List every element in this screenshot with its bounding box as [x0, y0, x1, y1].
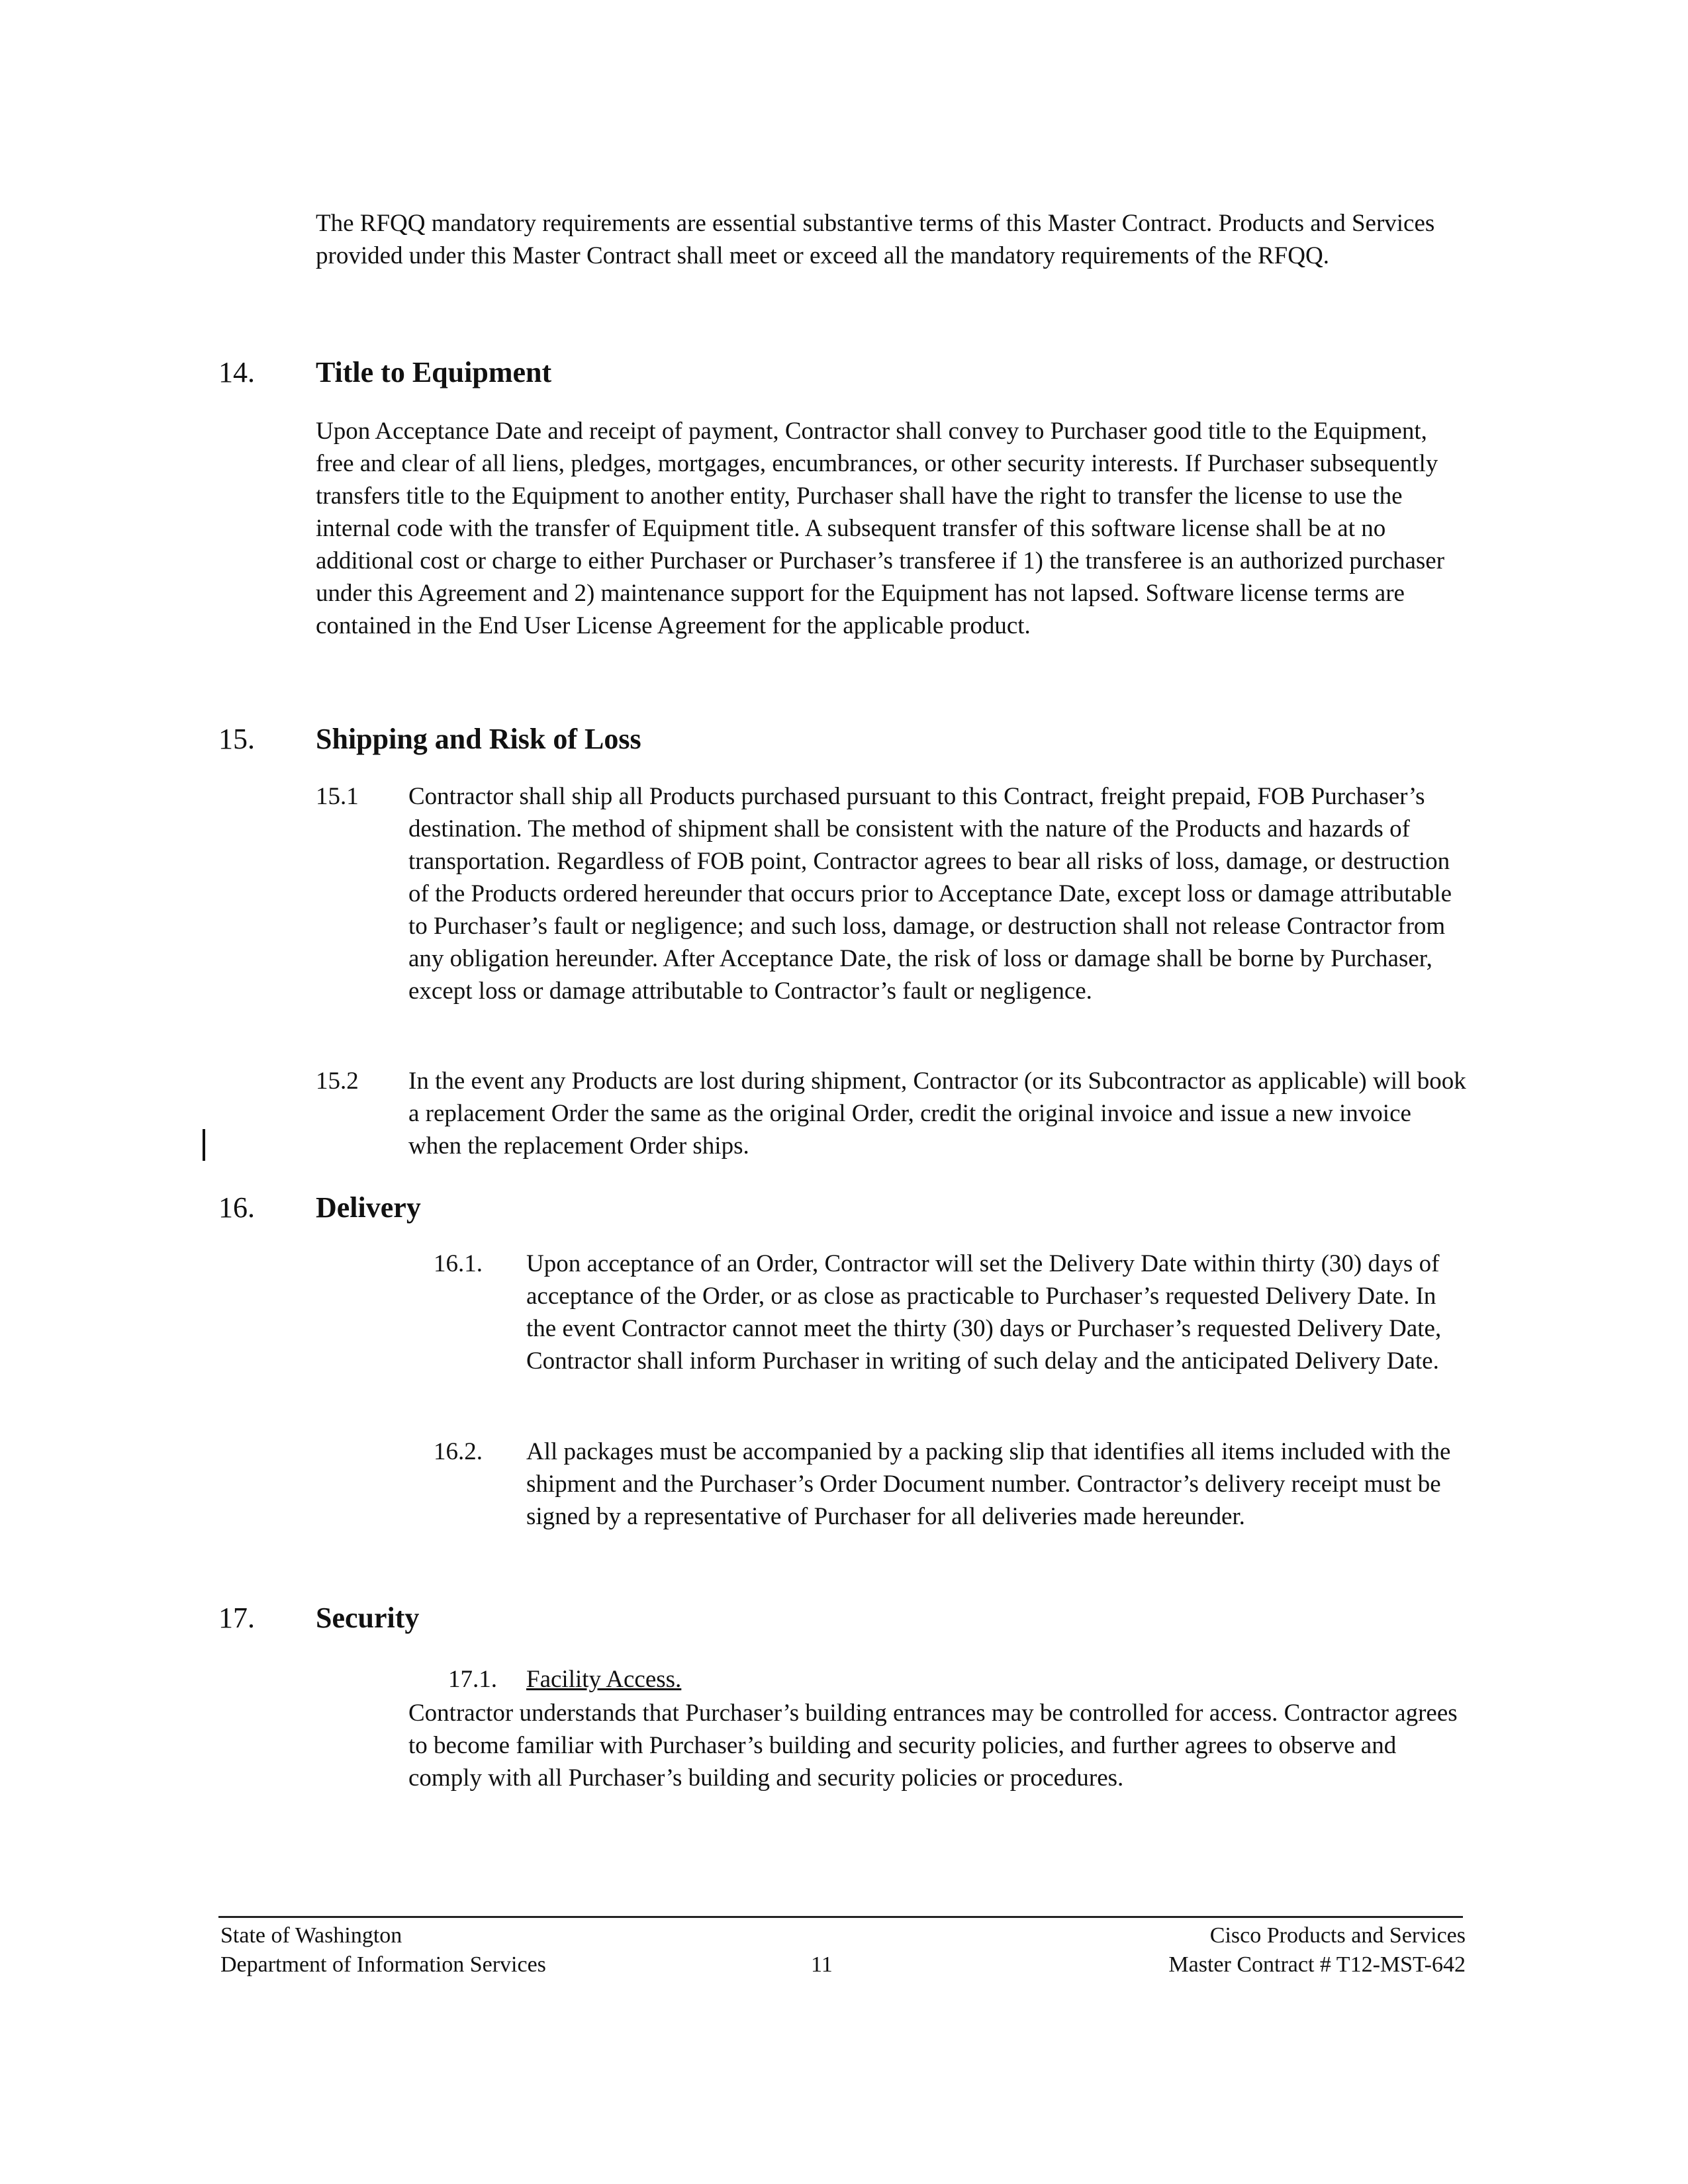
- section-15-title: Shipping and Risk of Loss: [316, 723, 641, 755]
- intro-paragraph: The RFQQ mandatory requirements are essential substantive terms of this Master Contract. Products and Services provided under this Master Contract shall meet or exceed all the mandatory requirements of the RFQQ.: [316, 210, 1435, 269]
- item-16-1-number: 16.1.: [434, 1250, 483, 1277]
- section-14-number: 14.: [218, 356, 255, 388]
- footer-left-line2: Department of Information Services: [220, 1952, 546, 1977]
- section-17-number: 17.: [218, 1602, 255, 1634]
- item-17-1-heading: Facility Access.: [526, 1666, 682, 1693]
- section-17-body: Contractor understands that Purchaser’s building entrances may be controlled for access. Contractor agrees to become familiar with Purchaser’s building and security policies, and further agrees to observe and comply with all Purchaser’s building and security policies or procedures.: [408, 1700, 1458, 1792]
- footer-right-line2: Master Contract # T12-MST-642: [1168, 1952, 1466, 1977]
- item-15-1-text: Contractor shall ship all Products purchased pursuant to this Contract, freight prepaid, FOB Purchaser’s destination. The method of shipment shall be consistent with the nature of the Products and hazards of transportation. Regardless of FOB point, Contractor agrees to bear all risks of loss, damage, or destruction of the Products ordered hereunder that occurs prior to Acceptance Date, except loss or damage attributable to Purchaser’s fault or negligence; and such loss, damage, or destruction shall not release Contractor from any obligation hereunder. After Acceptance Date, the risk of loss or damage shall be borne by Purchaser, except loss or damage attributable to Contractor’s fault or negligence.: [408, 783, 1452, 1005]
- item-15-2-text: In the event any Products are lost during shipment, Contractor (or its Subcontractor as applicable) will book a replacement Order the same as the original Order, credit the original invoice and issue a new invoice when the replacement Order ships.: [408, 1068, 1466, 1160]
- footer-right-line1: Cisco Products and Services: [1209, 1923, 1466, 1948]
- footer-page-number: 11: [811, 1952, 833, 1977]
- footer-left-line1: State of Washington: [220, 1923, 402, 1948]
- item-15-1-number: 15.1: [316, 783, 359, 810]
- revision-bar: [203, 1129, 205, 1161]
- footer-rule: [218, 1916, 1463, 1918]
- item-15-2-number: 15.2: [316, 1068, 359, 1095]
- section-14-body: Upon Acceptance Date and receipt of payment, Contractor shall convey to Purchaser good title to the Equipment, free and clear of all liens, pledges, mortgages, encumbrances, or other security interests. If Purchaser subsequently transfers title to the Equipment to another entity, Purchaser shall have the right to transfer the license to use the internal code with the transfer of Equipment title. A subsequent transfer of this software license shall be at no additional cost or charge to either Purchaser or Purchaser’s transferee if 1) the transferee is an authorized purchaser under this Agreement and 2) maintenance support for the Equipment has not lapsed. Software license terms are contained in the End User License Agreement for the applicable product.: [316, 418, 1445, 639]
- item-17-1-number: 17.1.: [448, 1666, 497, 1693]
- section-14-title: Title to Equipment: [316, 356, 552, 388]
- section-15-number: 15.: [218, 723, 255, 755]
- section-17-title: Security: [316, 1602, 420, 1634]
- item-16-2-number: 16.2.: [434, 1438, 483, 1465]
- item-16-1-text: Upon acceptance of an Order, Contractor will set the Delivery Date within thirty (30) days of acceptance of the Order, or as close as practicable to Purchaser’s requested Delivery Date. In the event Contractor cannot meet the thirty (30) days or Purchaser’s requested Delivery Date, Contractor shall inform Purchaser in writing of such delay and the anticipated Delivery Date.: [526, 1250, 1442, 1375]
- section-16-number: 16.: [218, 1191, 255, 1224]
- item-16-2-text: All packages must be accompanied by a packing slip that identifies all items included with the shipment and the Purchaser’s Order Document number. Contractor’s delivery receipt must be signed by a representative of Purchaser for all deliveries made hereunder.: [526, 1438, 1451, 1530]
- section-16-title: Delivery: [316, 1191, 421, 1224]
